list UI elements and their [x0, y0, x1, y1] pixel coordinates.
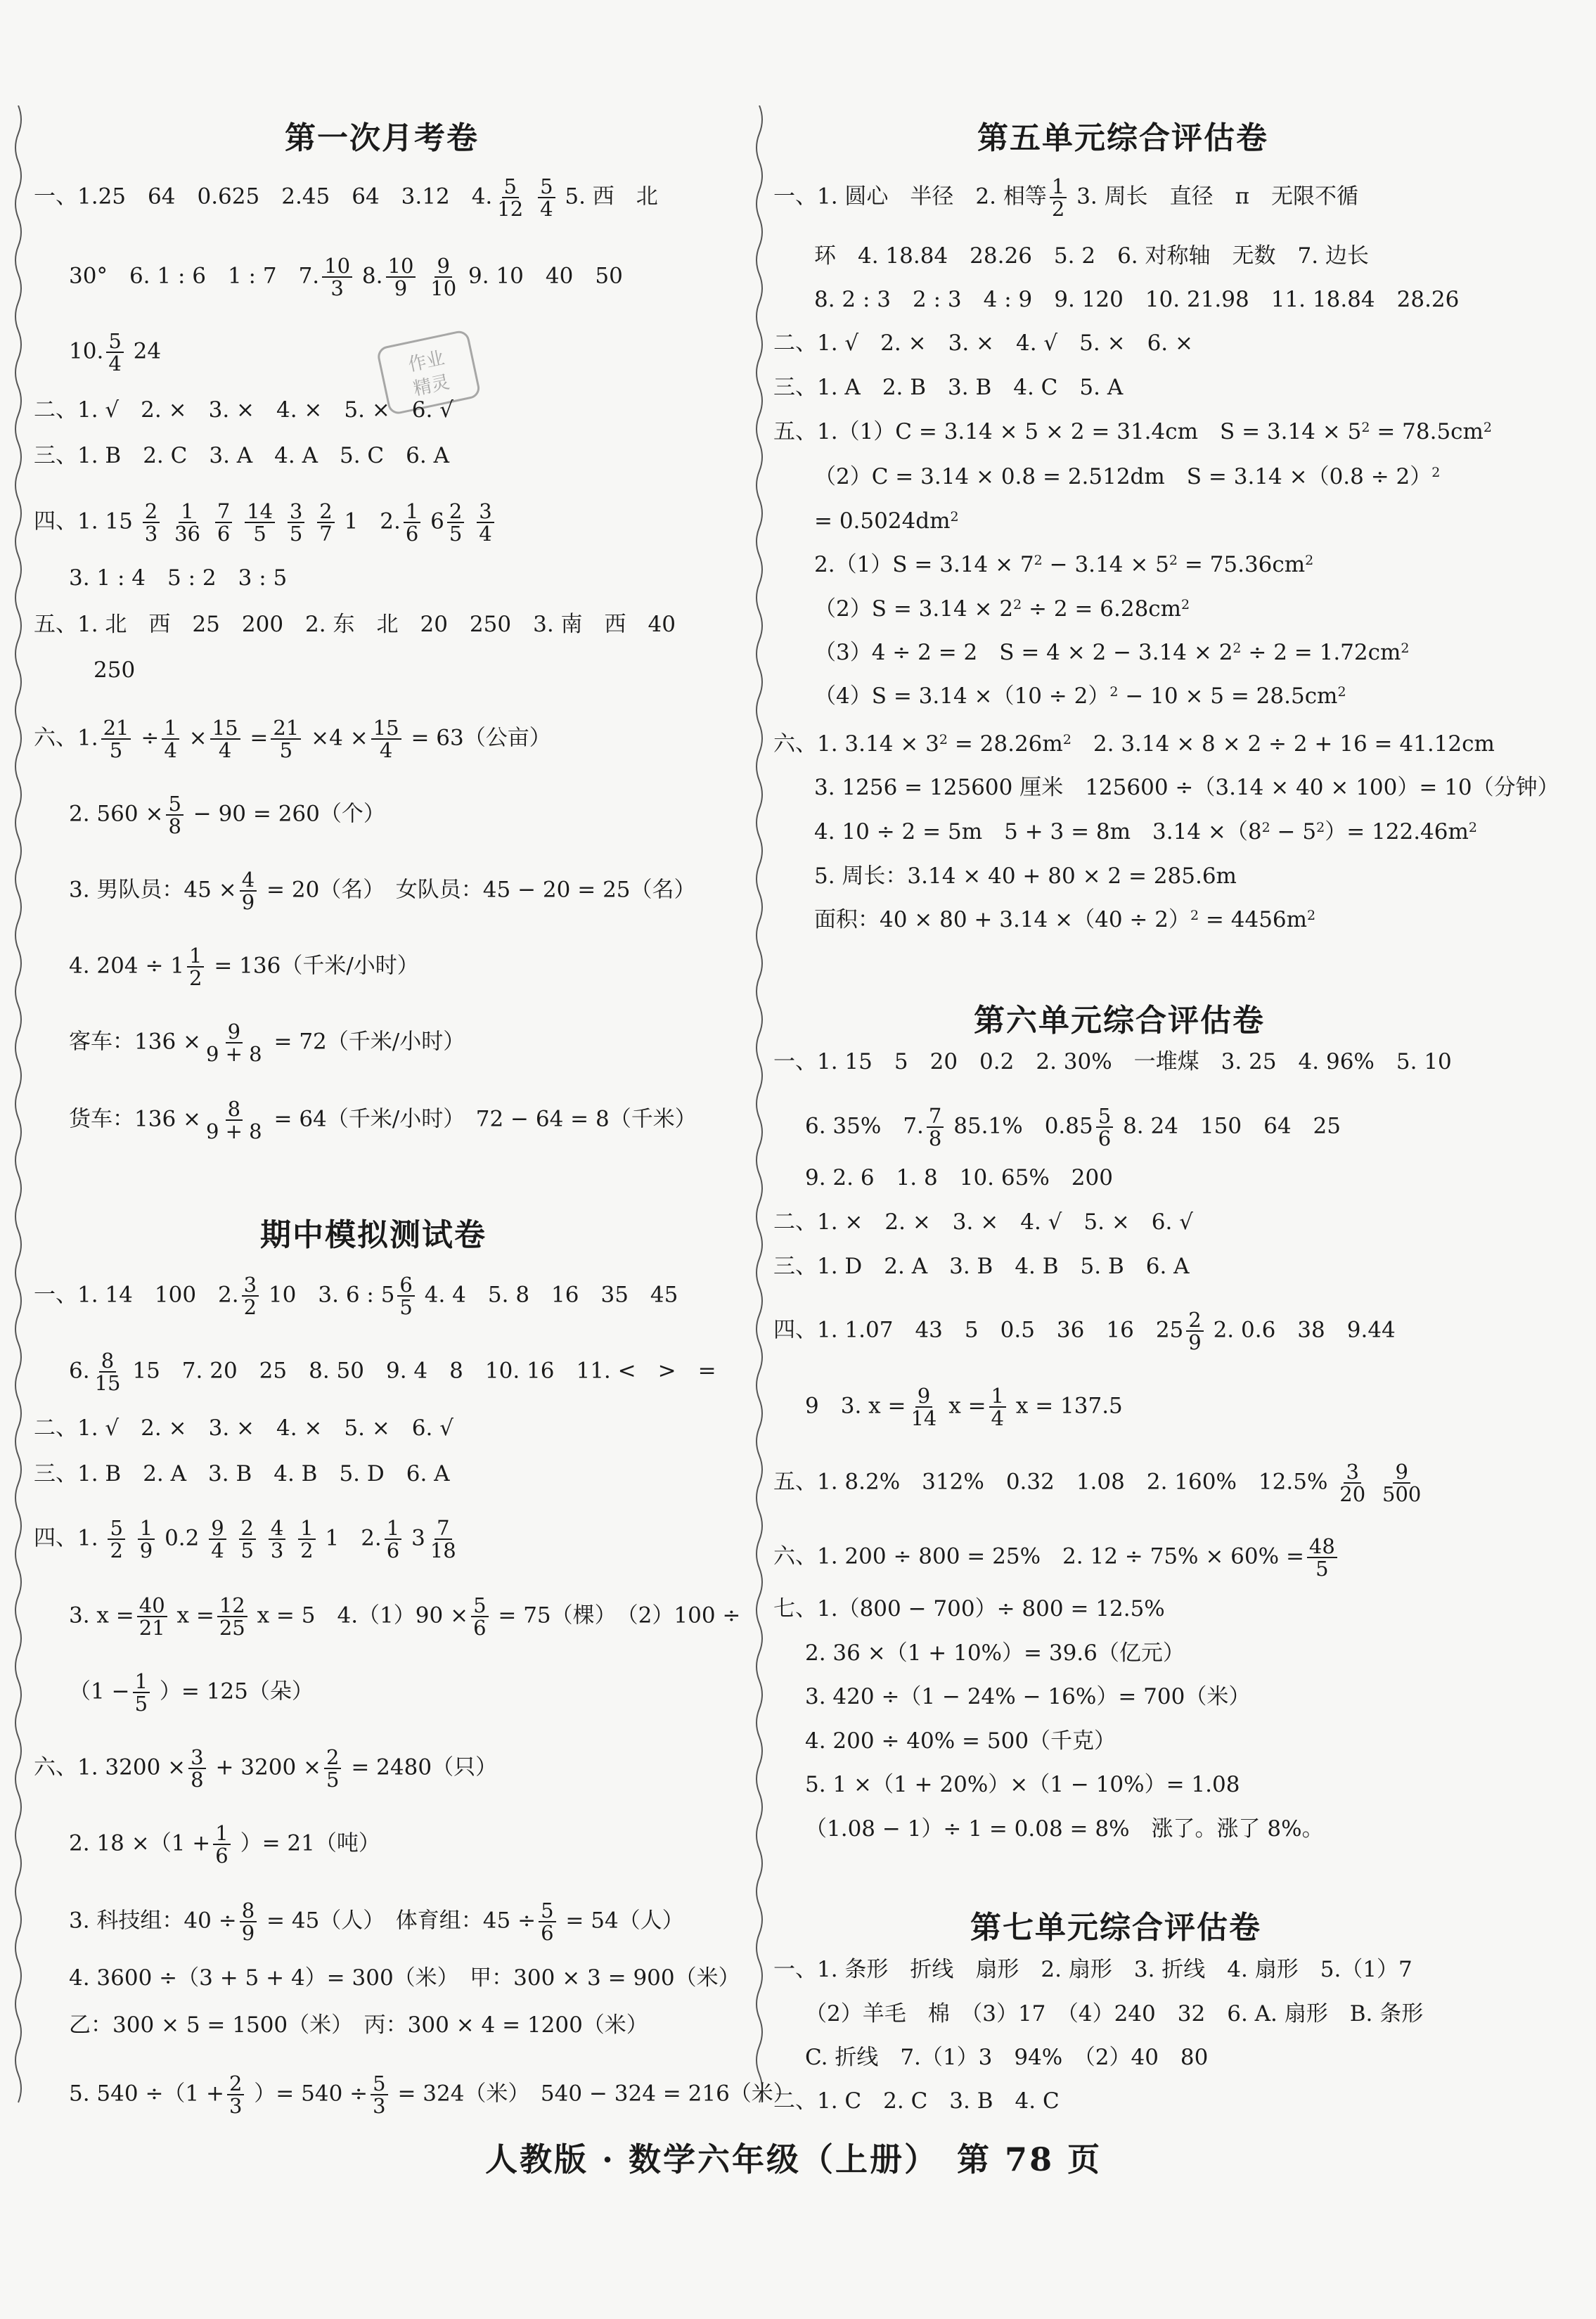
fraction: $\frac{2}{5}$: [239, 1517, 256, 1561]
section-title-unit7: 第七单元综合评估卷: [970, 1910, 1261, 1946]
fraction: $\frac{9}{10}$: [430, 254, 457, 300]
answer-line: 三、1. B 2. A 3. B 4. B 5. D 6. A: [34, 1461, 450, 1486]
left-wavy-border: [13, 105, 24, 2116]
fraction: $\frac{1}{5}$: [133, 1671, 150, 1714]
answer-line: 一、1. 条形 折线 扇形 2. 扇形 3. 折线 4. 扇形 5.（1）7: [773, 1957, 1412, 1982]
fraction: $\frac{2}{5}$: [447, 501, 464, 544]
fraction: $\frac{12}{25}$: [217, 1595, 247, 1638]
answer-line: 6. 35% 7. $\frac{7}{8}$ 85.1% 0.85 $\frac{5}{6}$ 8. 24 150 64 25: [805, 1104, 1341, 1150]
answer-line: 30° 6. 1 : 6 1 : 7 7. $\frac{10}{3}$ 8. $\frac{10}{9}$ $\frac{9}{10}$ 9. 10 40 50: [69, 254, 623, 300]
answer-line: 2. 36 ×（1 + 10%）= 39.6（亿元）: [805, 1640, 1185, 1666]
answer-line: 面积：$40 \times 80 + 3.14 \times(40 \div 2)^2 = 4456m^2$: [814, 907, 1316, 932]
fraction: $\frac{5}{6}$: [539, 1900, 555, 1944]
fraction: $\frac{1}{2}$: [298, 1517, 315, 1561]
fraction: $\frac{1}{4}$: [989, 1385, 1006, 1429]
answer-line: $(4)S = 3.14 \times(10 \div 2)^2 - 10 \times 5 = 28.5cm^2$: [814, 683, 1346, 709]
answer-line: 乙：300 × 5 = 1500（米） 丙：300 × 4 = 1200（米）: [69, 2012, 648, 2038]
answer-line: 一、1. 圆心 半径 2. 相等 $\frac{1}{2}$ 3. 周长 直径 π 无限不循: [773, 174, 1358, 221]
answer-line: 五、1. 北 西 25 200 2. 东 北 20 250 3. 南 西 40: [34, 612, 676, 637]
answer-line: 3. 男队员：45 × $\frac{4}{9}$ = 20（名） 女队员：45 − 20 = 25（名）: [69, 868, 696, 914]
center-wavy-divider: [754, 105, 765, 2116]
fraction: $\frac{21}{5}$: [271, 717, 301, 761]
fraction: $\frac{14}{5}$: [245, 501, 275, 544]
fraction: $\frac{3}{5}$: [288, 501, 304, 544]
svg-text:作业: 作业: [406, 347, 447, 376]
answer-line: 一、1. 15 5 20 0.2 2. 30% 一堆煤 3. 25 4. 96% 5. 10: [773, 1049, 1452, 1074]
answer-line: 三、1. B 2. C 3. A 4. A 5. C 6. A: [34, 443, 449, 468]
answer-line: 4. 3600 ÷（3 + 5 + 4）= 300（米） 甲：300 × 3 = 900（米）: [69, 1965, 740, 1991]
fraction: $\frac{4}{3}$: [269, 1517, 285, 1561]
answer-line: 四、1. 15 $\frac{2}{3}$ $\frac{1}{36}$ $\frac{7}{6}$ $\frac{14}{5}$ $\frac{3}{5}$ $\frac{2}{7}$ 1 2. $\frac{1}{6}$ 6 $\frac{2}{5}$ $\frac{3}{4}$: [34, 501, 497, 544]
fraction: $\frac{3}{20}$: [1339, 1460, 1366, 1506]
fraction: $\frac{5}{8}$: [166, 793, 183, 837]
answer-line: 三、1. A 2. B 3. B 4. C 5. A: [773, 375, 1124, 400]
fraction: $\frac{2}{7}$: [317, 501, 334, 544]
answer-line: 3. 科技组：40 ÷ $\frac{8}{9}$ = 45（人） 体育组：45 ÷ $\frac{5}{6}$ = 54（人）: [69, 1899, 684, 1945]
fraction: $\frac{3}{8}$: [188, 1747, 205, 1790]
answer-line: 六、1. $\frac{21}{5}$ ÷ $\frac{1}{4}$ × $\frac{15}{4}$ = $\frac{21}{5}$ ×4 × $\frac{15}{4}$ = 63（公亩）: [34, 716, 551, 762]
answer-line: 9. 2. 6 1. 8 10. 65% 200: [805, 1165, 1113, 1190]
fraction: $\frac{1}{9}$: [138, 1517, 155, 1561]
answer-line: 250: [94, 657, 136, 683]
answer-line: 一、1. 14 100 2. $\frac{3}{2}$ 10 3. 6 : 5 $\frac{6}{5}$ 4. 4 5. 8 16 35 45: [34, 1273, 678, 1319]
fraction: $\frac{40}{21}$: [137, 1595, 167, 1638]
fraction: $\frac{1}{2}$: [187, 945, 204, 989]
fraction: $\frac{8}{15}$: [94, 1349, 121, 1395]
answer-line: 四、1. 1.07 43 5 0.5 36 16 25 $\frac{2}{9}$ 2. 0.6 38 9.44: [773, 1308, 1396, 1354]
answer-line: 5. 540 ÷（1 + $\frac{2}{3}$ ）= 540 ÷ $\frac{5}{3}$ = 324（米） 540 − 324 = 216（米）: [69, 2071, 795, 2118]
section-title-first-monthly: 第一次月考卷: [285, 120, 479, 156]
answer-line: 10. $\frac{5}{4}$ 24: [69, 329, 162, 375]
answer-line: 三、1. D 2. A 3. B 4. B 5. B 6. A: [773, 1254, 1190, 1279]
answer-line: 4. 200 ÷ 40% = 500（千克）: [805, 1728, 1116, 1754]
answer-line: = $0.5024dm^2$: [814, 508, 959, 534]
fraction: $\frac{7}{18}$: [430, 1516, 456, 1562]
svg-text:精灵: 精灵: [411, 371, 452, 400]
answer-line: 9 3. x = $\frac{9}{14}$ x = $\frac{1}{4}$ x = 137.5: [805, 1384, 1123, 1430]
answer-line: 六、1. 3200 × $\frac{3}{8}$ + 3200 × $\frac{2}{5}$ = 2480（只）: [34, 1745, 498, 1792]
fraction: $\frac{1}{36}$: [174, 499, 200, 546]
fraction: $\frac{21}{5}$: [101, 717, 131, 761]
fraction: $\frac{5}{4}$: [538, 176, 555, 219]
answer-line: 3. x = $\frac{40}{21}$ x = $\frac{12}{25}$ x = 5 4.（1）90 × $\frac{5}{6}$ = 75（棵） （2）100 ÷: [69, 1593, 741, 1640]
answer-line: 环 4. 18.84 28.26 5. 2 6. 对称轴 无数 7. 边长: [814, 243, 1369, 269]
fraction: $\frac{8}{9 + 8}$: [206, 1097, 262, 1143]
fraction: $\frac{9}{14}$: [910, 1384, 937, 1430]
fraction: $\frac{1}{6}$: [213, 1823, 230, 1866]
answer-line: 二、1. × 2. × 3. × 4. √ 5. × 6. √: [773, 1209, 1193, 1235]
fraction: $\frac{1}{6}$: [404, 501, 420, 544]
fraction: $\frac{9}{500}$: [1382, 1460, 1422, 1506]
fraction: $\frac{2}{3}$: [227, 2073, 244, 2116]
fraction: $\frac{8}{9}$: [240, 1900, 257, 1944]
answer-line: 货车：136 × $\frac{8}{9 + 8}$ = 64（千米/小时） 72 − 64 = 8（千米）: [69, 1097, 697, 1143]
fraction: $\frac{9}{4}$: [209, 1517, 226, 1561]
answer-line: C. 折线 7.（1）3 94% （2）40 80: [805, 2045, 1209, 2070]
fraction: $\frac{3}{4}$: [477, 501, 494, 544]
fraction: $\frac{9}{9 + 8}$: [206, 1020, 262, 1066]
section-title-unit6: 第六单元综合评估卷: [974, 1003, 1265, 1039]
answer-line: （2）羊毛 棉 （3）17 （4）240 32 6. A. 扇形 B. 条形: [805, 2001, 1424, 2026]
answer-line: （1.08 − 1）÷ 1 = 0.08 = 8% 涨了。涨了 8%。: [805, 1816, 1324, 1842]
answer-line: 二、1. C 2. C 3. B 4. C: [773, 2088, 1060, 2114]
answer-line: 二、1. √ 2. × 3. × 4. √ 5. × 6. ×: [773, 330, 1193, 356]
fraction: $\frac{3}{2}$: [242, 1274, 259, 1318]
answer-line: $(2)S = 3.14 \times 2^2 \div 2 = 6.28cm^2$: [814, 596, 1190, 622]
fraction: $\frac{10}{3}$: [322, 255, 352, 299]
fraction: $\frac{5}{2}$: [108, 1517, 124, 1561]
answer-line: （1 − $\frac{1}{5}$ ）= 125（朵）: [69, 1669, 314, 1716]
answer-line: 五、1.（1）C = 3.14 × 5 × 2 = 31.4cm $S = 3.14 \times 5^2 = 78.5cm^2$: [773, 419, 1493, 444]
fraction: $\frac{2}{3}$: [143, 501, 160, 544]
fraction: $\frac{2}{5}$: [324, 1747, 341, 1790]
answer-line: 4. 204 ÷ 1 $\frac{1}{2}$ = 136（千米/小时）: [69, 944, 419, 990]
answer-line: 3. 1256 = 125600 厘米 125600 ÷（3.14 × 40 × 100）= 10（分钟）: [814, 775, 1559, 800]
fraction: $\frac{6}{5}$: [397, 1274, 414, 1318]
fraction: $\frac{5}{6}$: [1096, 1105, 1113, 1149]
fraction: $\frac{7}{6}$: [215, 501, 232, 544]
fraction: $\frac{1}{6}$: [385, 1517, 401, 1561]
fraction: $\frac{1}{4}$: [162, 717, 179, 761]
answer-line: 一、1.25 64 0.625 2.45 64 3.12 4. $\frac{5}{12}$ $\frac{5}{4}$ 5. 西 北: [34, 174, 658, 221]
answer-line: 5. 周长：3.14 × 40 + 80 × 2 = 285.6m: [814, 863, 1237, 889]
fraction: $\frac{10}{9}$: [386, 255, 416, 299]
fraction: $\frac{15}{4}$: [371, 717, 401, 761]
answer-line: 六、1. 200 ÷ 800 = 25% 2. 12 ÷ 75% × 60% = $\frac{48}{5}$: [773, 1536, 1340, 1579]
answer-line: 七、1.（800 − 700）÷ 800 = 12.5%: [773, 1596, 1165, 1621]
fraction: $\frac{2}{9}$: [1186, 1309, 1203, 1353]
section-title-midterm: 期中模拟测试卷: [260, 1217, 487, 1253]
fraction: $\frac{48}{5}$: [1307, 1536, 1337, 1579]
fraction: $\frac{5}{6}$: [471, 1595, 488, 1638]
answer-line: 4. 10 ÷ 2 = 5m 5 + 3 = 8m $3.14 \times(8^2 - 5^2)= 122.46m^2$: [814, 819, 1477, 844]
answer-line: 2. 18 ×（1 + $\frac{1}{6}$ ）= 21（吨）: [69, 1821, 380, 1868]
fraction: $\frac{1}{2}$: [1050, 176, 1067, 219]
answer-line: 5. 1 ×（1 + 20%）×（1 − 10%）= 1.08: [805, 1772, 1240, 1797]
answer-line: 六、1. $3.14 \times 3^2 = 28.26m^2$ 2. 3.14 × 8 × 2 ÷ 2 + 16 = 41.12cm: [773, 731, 1495, 757]
section-title-unit5: 第五单元综合评估卷: [977, 120, 1268, 156]
fraction: $\frac{15}{4}$: [210, 717, 240, 761]
answer-line: 6. $\frac{8}{15}$ 15 7. 20 25 8. 50 9. 4 8 10. 16 11. < > =: [69, 1349, 716, 1395]
answer-line: $2.(1)S = 3.14 \times 7^2 - 3.14 \times 5^2 = 75.36cm^2$: [814, 552, 1314, 577]
fraction: $\frac{4}{9}$: [240, 869, 257, 913]
answer-line: 2. 560 × $\frac{5}{8}$ − 90 = 260（个）: [69, 792, 385, 838]
fraction: $\frac{5}{3}$: [371, 2073, 387, 2116]
answer-line: 3. 1 : 4 5 : 2 3 : 5: [69, 565, 288, 591]
answer-line: 二、1. √ 2. × 3. × 4. × 5. × 6. √: [34, 397, 453, 423]
answer-line: 3. 420 ÷（1 − 24% − 16%）= 700（米）: [805, 1684, 1251, 1709]
answer-line: 客车：136 × $\frac{9}{9 + 8}$ = 72（千米/小时）: [69, 1020, 465, 1066]
answer-line: 二、1. √ 2. × 3. × 4. × 5. × 6. √: [34, 1415, 453, 1441]
answer-line: （2）C = 3.14 × 0.8 = 2.512dm $S = 3.14 \times(0.8 \div 2)^2$: [814, 464, 1441, 489]
answer-line: 四、1. $\frac{5}{2}$ $\frac{1}{9}$ 0.2 $\frac{9}{4}$ $\frac{2}{5}$ $\frac{4}{3}$ $\frac{1}{2}$ 1 2. $\frac{1}{6}$ 3 $\frac{7}{18}$: [34, 1517, 461, 1561]
answer-line: 五、1. 8.2% 312% 0.32 1.08 2. 160% 12.5% $\frac{3}{20}$ $\frac{9}{500}$: [773, 1461, 1426, 1505]
answer-line: （3）4 ÷ 2 = 2 $S = 4 \times 2 - 3.14 \times 2^2 \div 2 = 1.72cm^2$: [814, 640, 1410, 665]
page-footer: 人教版 · 数学六年级（上册） 第 78 页: [485, 2140, 1102, 2178]
fraction: $\frac{5}{4}$: [106, 330, 123, 374]
fraction: $\frac{5}{12}$: [497, 174, 524, 221]
answer-line: 8. 2 : 3 2 : 3 4 : 9 9. 120 10. 21.98 11. 18.84 28.26: [814, 287, 1460, 312]
fraction: $\frac{7}{8}$: [927, 1105, 944, 1149]
